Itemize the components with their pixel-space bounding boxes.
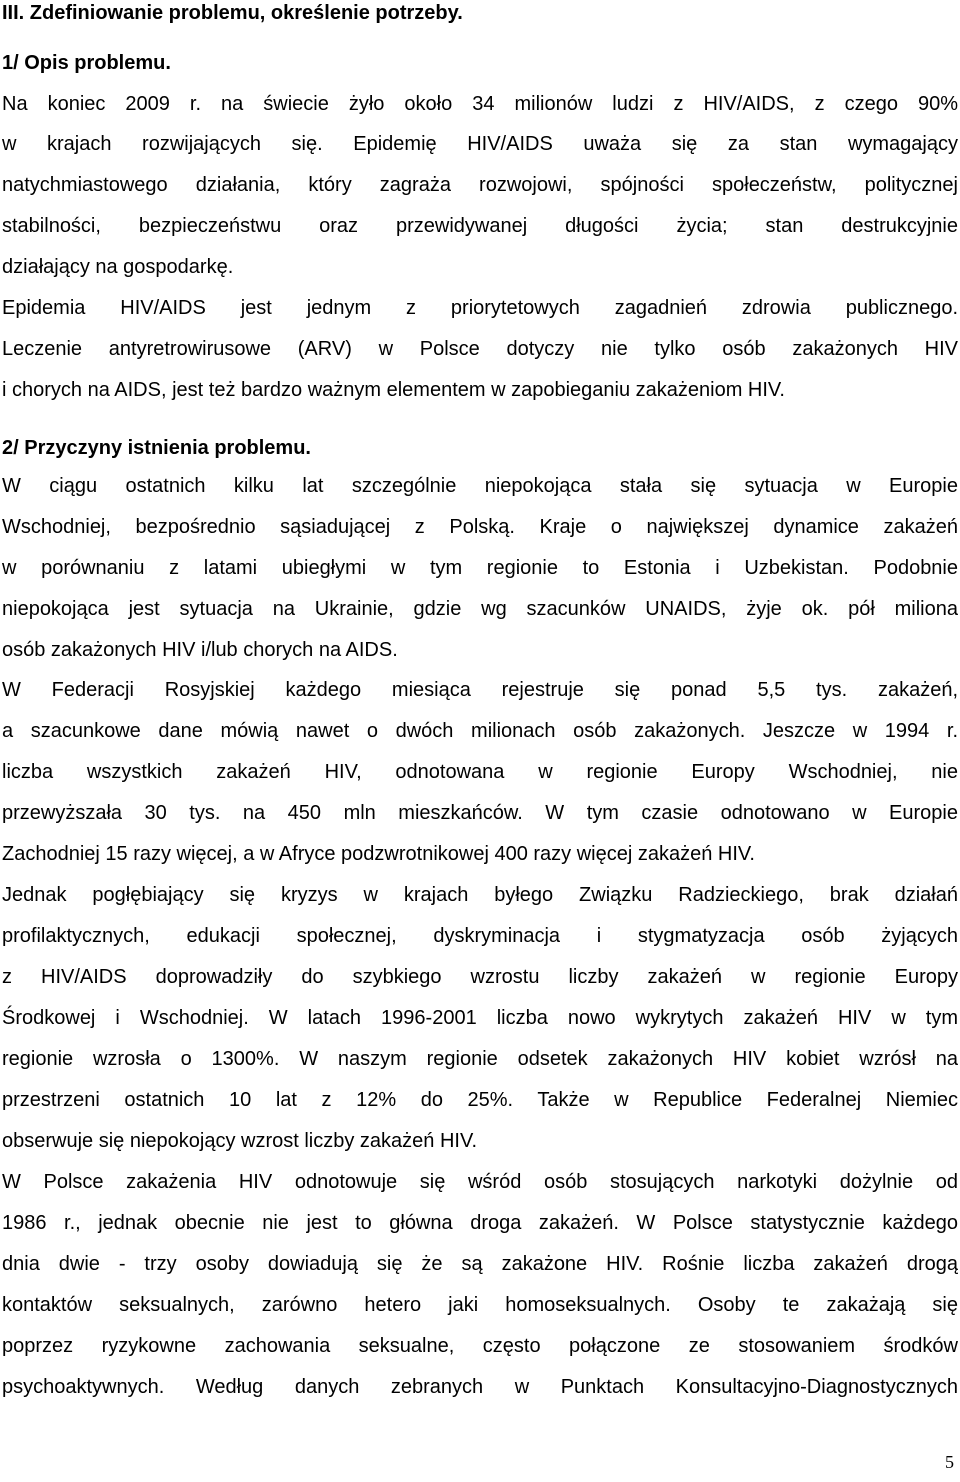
text-line: obserwuje się niepokojący wzrost liczby zakażeń HIV.: [2, 1130, 478, 1152]
text-line: w krajach rozwijających się. Epidemię HIV/AIDS uważa się za stan wymagający: [2, 133, 958, 155]
text-line: z HIV/AIDS doprowadziły do szybkiego wzrostu liczby zakażeń w regionie Europy: [2, 966, 958, 988]
subheading-problem-description: 1/ Opis problemu.: [2, 52, 171, 74]
text-line: psychoaktywnych. Według danych zebranych w Punktach Konsultacyjno-Diagnostycznych: [2, 1376, 958, 1398]
text-line: W Polsce zakażenia HIV odnotowuje się wśród osób stosujących narkotyki dożylnie od: [2, 1171, 958, 1193]
text-line: Epidemia HIV/AIDS jest jednym z priorytetowych zagadnień zdrowia publicznego.: [2, 297, 958, 319]
text-line: przestrzeni ostatnich 10 lat z 12% do 25%. Także w Republice Federalnej Niemiec: [2, 1089, 958, 1111]
text-line: natychmiastowego działania, który zagraża rozwojowi, spójności społeczeństw, politycznej: [2, 174, 958, 196]
text-line: W ciągu ostatnich kilku lat szczególnie niepokojąca stała się sytuacja w Europie: [2, 475, 958, 497]
text-line: a szacunkowe dane mówią nawet o dwóch milionach osób zakażonych. Jeszcze w 1994 r.: [2, 720, 958, 742]
text-line: działający na gospodarkę.: [2, 256, 234, 278]
text-line: Zachodniej 15 razy więcej, a w Afryce podzwrotnikowej 400 razy więcej zakażeń HIV.: [2, 843, 755, 865]
text-line: Jednak pogłębiający się kryzys w krajach byłego Związku Radzieckiego, brak działań: [2, 884, 958, 906]
text-line: dnia dwie - trzy osoby dowiadują się że są zakażone HIV. Rośnie liczba zakażeń drogą: [2, 1253, 958, 1275]
text-line: w porównaniu z latami ubiegłymi w tym regionie to Estonia i Uzbekistan. Podobnie: [2, 557, 958, 579]
text-line: stabilności, bezpieczeństwu oraz przewidywanej długości życia; stan destrukcyjnie: [2, 215, 958, 237]
text-line: Środkowej i Wschodniej. W latach 1996-2001 liczba nowo wykrytych zakażeń HIV w tym: [2, 1007, 958, 1029]
page-number: 5: [945, 1452, 954, 1472]
text-line: liczba wszystkich zakażeń HIV, odnotowana w regionie Europy Wschodniej, nie: [2, 761, 958, 783]
text-line: i chorych na AIDS, jest też bardzo ważnym elementem w zapobieganiu zakażeniom HIV.: [2, 379, 785, 401]
section-heading: III. Zdefiniowanie problemu, określenie potrzeby.: [2, 2, 463, 24]
text-line: Wschodniej, bezpośrednio sąsiadującej z Polską. Kraje o największej dynamice zakażeń: [2, 516, 958, 538]
text-line: regionie wzrosła o 1300%. W naszym regionie odsetek zakażonych HIV kobiet wzrósł na: [2, 1048, 958, 1070]
text-line: przewyższała 30 tys. na 450 mln mieszkańców. W tym czasie odnotowano w Europie: [2, 802, 958, 824]
text-line: niepokojąca jest sytuacja na Ukrainie, gdzie wg szacunków UNAIDS, żyje ok. pół miliona: [2, 598, 958, 620]
text-line: profilaktycznych, edukacji społecznej, dyskryminacja i stygmatyzacja osób żyjących: [2, 925, 958, 947]
text-line: W Federacji Rosyjskiej każdego miesiąca rejestruje się ponad 5,5 tys. zakażeń,: [2, 679, 958, 701]
text-line: 1986 r., jednak obecnie nie jest to główna droga zakażeń. W Polsce statystycznie każdego: [2, 1212, 958, 1234]
text-line: poprzez ryzykowne zachowania seksualne, często połączone ze stosowaniem środków: [2, 1335, 958, 1357]
text-line: Na koniec 2009 r. na świecie żyło około 34 milionów ludzi z HIV/AIDS, z czego 90%: [2, 93, 958, 115]
subheading-problem-causes: 2/ Przyczyny istnienia problemu.: [2, 437, 311, 459]
text-line: osób zakażonych HIV i/lub chorych na AIDS.: [2, 639, 398, 661]
text-line: Leczenie antyretrowirusowe (ARV) w Polsce dotyczy nie tylko osób zakażonych HIV: [2, 338, 958, 360]
text-line: kontaktów seksualnych, zarówno hetero jaki homoseksualnych. Osoby te zakażają się: [2, 1294, 958, 1316]
